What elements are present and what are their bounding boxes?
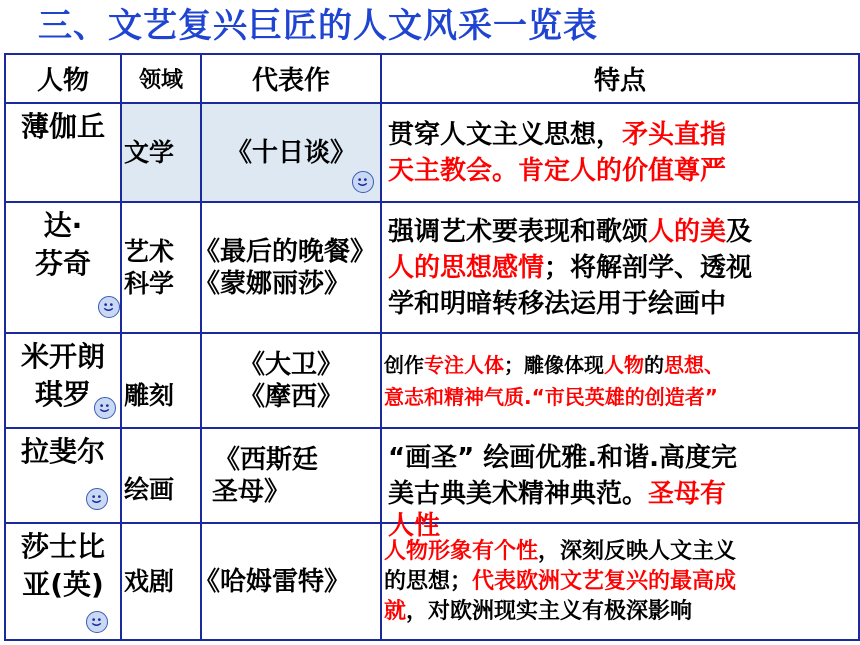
field-cell bbox=[121, 428, 201, 523]
person-cell bbox=[5, 333, 121, 428]
feature-highlight: 天主教会。肯定人的价值尊严 bbox=[388, 155, 727, 186]
person-name-line: 琪罗 bbox=[34, 378, 91, 411]
feature-cell bbox=[381, 428, 859, 541]
smiley-icon bbox=[98, 296, 120, 318]
feature-line bbox=[388, 286, 858, 322]
work-cell bbox=[201, 103, 381, 202]
feature-line bbox=[388, 153, 858, 189]
feature-line bbox=[384, 381, 858, 413]
feature-text: 及 bbox=[726, 216, 753, 247]
feature-line bbox=[388, 440, 858, 476]
feature-highlight: 人物 bbox=[604, 352, 644, 377]
field-line: 戏剧 bbox=[124, 566, 175, 596]
header-person: 人物 bbox=[5, 54, 121, 103]
table-row bbox=[5, 202, 859, 333]
work-line: 《蒙娜丽莎》 bbox=[194, 268, 351, 299]
field-cell bbox=[121, 523, 201, 640]
field-cell bbox=[121, 103, 201, 202]
person-name-line: 亚(英) bbox=[22, 568, 104, 601]
work-cell bbox=[201, 333, 381, 428]
person-cell bbox=[5, 523, 121, 640]
table-row bbox=[5, 523, 859, 640]
feature-highlight: 矛头直指 bbox=[622, 119, 727, 150]
feature-highlight: 代表欧洲文艺复兴的最高成 bbox=[472, 568, 737, 594]
person-cell bbox=[5, 428, 121, 523]
feature-line bbox=[384, 567, 858, 597]
feature-text: 学和明暗转移法运用于绘画中 bbox=[388, 288, 727, 319]
feature-text: ，深刻反映人文主义 bbox=[538, 538, 737, 564]
smiley-icon bbox=[94, 397, 116, 419]
feature-text: “画圣” 绘画优雅.和谐.高度完 bbox=[388, 442, 737, 473]
feature-overflow-text: 人性 bbox=[388, 511, 441, 541]
feature-highlight: 意志和精神气质.“市民英雄的创造者” bbox=[384, 384, 718, 409]
field-line: 科学 bbox=[124, 268, 175, 298]
feature-highlight: 形象有个性 bbox=[428, 538, 539, 564]
feature-highlight: 思想、 bbox=[664, 352, 724, 377]
table-row bbox=[5, 428, 859, 523]
field-line: 文学 bbox=[124, 137, 175, 167]
feature-highlight: 人物 bbox=[384, 538, 429, 564]
smiley-icon bbox=[86, 611, 108, 633]
overview-table bbox=[4, 53, 860, 641]
person-name-line: 莎士比 bbox=[20, 530, 105, 563]
work-cell bbox=[201, 428, 381, 523]
feature-line bbox=[388, 117, 858, 153]
header-feature: 特点 bbox=[381, 54, 859, 103]
work-cell bbox=[194, 523, 381, 640]
header-row bbox=[5, 54, 859, 103]
feature-line bbox=[384, 537, 858, 567]
field-line: 艺术 bbox=[124, 236, 175, 266]
header-work: 代表作 bbox=[201, 54, 381, 103]
feature-text: 的 bbox=[644, 352, 664, 377]
smiley-icon bbox=[86, 488, 108, 510]
feature-line bbox=[384, 597, 858, 627]
work-line: 《十日谈》 bbox=[225, 137, 356, 168]
work-line: 《摩西》 bbox=[238, 381, 343, 412]
feature-text: 创作 bbox=[384, 352, 424, 377]
person-name-line: 米开朗 bbox=[20, 340, 105, 373]
feature-text: ，对欧洲现实主义有极深影响 bbox=[406, 598, 693, 624]
header-field: 领域 bbox=[121, 54, 201, 103]
feature-text: ；雕像体现 bbox=[504, 352, 604, 377]
work-line: 《哈姆雷特》 bbox=[194, 566, 351, 597]
feature-line bbox=[388, 476, 858, 512]
feature-cell bbox=[381, 523, 859, 640]
feature-text: 美古典美术精神典范。 bbox=[388, 478, 649, 509]
feature-cell bbox=[381, 103, 859, 202]
person-name-line: 芬奇 bbox=[34, 247, 91, 280]
table-row bbox=[5, 333, 859, 428]
table-row bbox=[5, 103, 859, 202]
feature-highlight: 专注人体 bbox=[424, 352, 504, 377]
feature-highlight: 人的美 bbox=[648, 216, 727, 247]
feature-text: 强调艺术要表现和歌颂 bbox=[388, 216, 649, 247]
work-line: 《西斯廷 bbox=[214, 444, 319, 475]
work-cell bbox=[194, 202, 381, 333]
feature-highlight: 就 bbox=[384, 598, 407, 624]
work-line: 《大卫》 bbox=[238, 349, 343, 380]
field-cell bbox=[121, 202, 201, 333]
work-line: 圣母》 bbox=[212, 476, 291, 507]
field-cell bbox=[121, 333, 201, 428]
page-title: 三、文艺复兴巨匠的人文风采一览表 bbox=[38, 6, 598, 46]
feature-cell bbox=[381, 333, 859, 428]
feature-line bbox=[384, 349, 858, 381]
person-name-line: 达· bbox=[43, 209, 83, 242]
field-line: 雕刻 bbox=[124, 380, 175, 410]
feature-line bbox=[388, 250, 858, 286]
field-line: 绘画 bbox=[124, 474, 175, 504]
feature-text: ；将解剖学、透视 bbox=[544, 252, 753, 283]
feature-line bbox=[388, 214, 858, 250]
feature-text: 贯穿人文主义思想， bbox=[388, 119, 623, 150]
person-name-line: 薄伽丘 bbox=[20, 110, 105, 143]
person-name-line: 拉斐尔 bbox=[20, 435, 105, 468]
feature-highlight: 人的思想感情 bbox=[388, 252, 545, 283]
work-line: 《最后的晚餐》 bbox=[194, 236, 377, 267]
smiley-icon bbox=[352, 171, 374, 193]
feature-highlight: 圣母有 bbox=[648, 478, 727, 509]
feature-text: 的思想； bbox=[384, 568, 473, 594]
feature-cell bbox=[381, 202, 859, 333]
person-cell bbox=[5, 103, 121, 202]
person-cell bbox=[5, 202, 121, 333]
